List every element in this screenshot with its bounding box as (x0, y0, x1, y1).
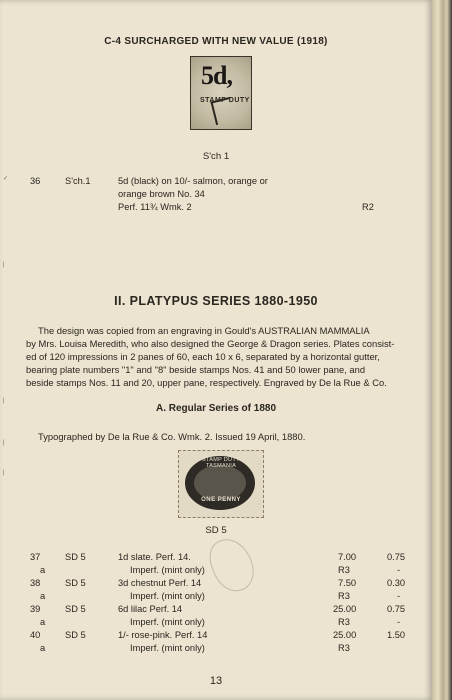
paragraph-line-5: beside stamps Nos. 11 and 20, upper pane, respectively. Engraved by De la Rue & Co. (26, 377, 387, 388)
row-description: 1/- rose-pink. Perf. 14 (118, 630, 208, 640)
listing-code: S'ch.1 (65, 176, 91, 186)
row-number: 40 (30, 630, 41, 640)
section-title: II. PLATYPUS SERIES 1880-1950 (114, 294, 318, 308)
row-description: Imperf. (mint only) (130, 617, 205, 627)
row-number: a (40, 591, 46, 601)
row-number: 37 (30, 552, 41, 562)
row-mint-price: 25.00 (333, 604, 357, 614)
stamp-surcharge-value: 5d, (201, 61, 232, 90)
margin-mark: | (3, 440, 5, 446)
paragraph-line-2: by Mrs. Louisa Meredith, who also designed the George & Dragon series. Plates consist- (26, 338, 395, 349)
margin-mark: ✓ (3, 176, 9, 182)
pencil-mark (204, 533, 260, 597)
row-number: a (40, 617, 46, 627)
row-used-price: 0.30 (387, 578, 406, 588)
margin-mark: | (3, 398, 5, 404)
paragraph-line-3: ed of 120 impressions in 2 panes of 60, each 10 x 6, separated by a horizontal gutter, (26, 351, 380, 362)
row-mint-price: 7.00 (338, 552, 357, 562)
margin-mark: | (3, 470, 5, 476)
typography-note: Typographed by De la Rue & Co. Wmk. 2. Issued 19 April, 1880. (38, 431, 306, 442)
row-number: a (40, 643, 46, 653)
row-mint-price: 7.50 (338, 578, 357, 588)
page-heading: C-4 SURCHARGED WITH NEW VALUE (1918) (104, 36, 328, 47)
row-description: Imperf. (mint only) (130, 565, 205, 575)
page-edge (432, 0, 452, 700)
stamp2-caption: SD 5 (205, 525, 227, 536)
stamp-top-inscription: STAMP DUTY TASMANIA (202, 457, 240, 469)
row-used-price: - (397, 617, 401, 627)
row-number: 38 (30, 578, 41, 588)
row-code: SD 5 (65, 630, 86, 640)
row-number: 39 (30, 604, 41, 614)
row-number: a (40, 565, 46, 575)
row-code: SD 5 (65, 578, 86, 588)
row-used-price: - (397, 591, 401, 601)
listing-number: 36 (30, 176, 41, 186)
listing-desc-line-3: Perf. 11¾ Wmk. 2 (118, 202, 192, 212)
row-mint-price: 25.00 (333, 630, 357, 640)
paragraph-line-4: bearing plate numbers "1" and "8" beside stamps Nos. 41 and 50 lower pane, and (26, 364, 366, 375)
paragraph-line-1: The design was copied from an engraving in Gould's AUSTRALIAN MAMMALIA (38, 325, 370, 336)
row-description: Imperf. (mint only) (130, 643, 205, 653)
row-description: Imperf. (mint only) (130, 591, 205, 601)
row-code: SD 5 (65, 604, 86, 614)
margin-mark: | (3, 262, 5, 268)
row-used-price: - (397, 565, 401, 575)
row-description: 6d lilac Perf. 14 (118, 604, 183, 614)
row-description: 3d chestnut Perf. 14 (118, 578, 202, 588)
row-mint-price: R3 (338, 617, 350, 627)
row-mint-price: R3 (338, 565, 350, 575)
row-used-price: 0.75 (387, 604, 406, 614)
row-mint-price: R3 (338, 643, 350, 653)
platypus-vignette (194, 465, 246, 501)
subsection-title: A. Regular Series of 1880 (155, 403, 277, 414)
row-mint-price: R3 (338, 591, 350, 601)
listing-desc-line-1: 5d (black) on 10/- salmon, orange or (118, 176, 268, 186)
stamp-overprint-text: STAMP DUTY (200, 97, 250, 104)
listing-price: R2 (362, 202, 374, 212)
row-used-price: 0.75 (387, 552, 406, 562)
stamp-value-inscription: ONE PENNY (201, 497, 241, 503)
surcharged-stamp-image (190, 56, 252, 130)
row-used-price: 1.50 (387, 630, 406, 640)
stamp1-caption: S'ch 1 (202, 151, 230, 162)
listing-desc-line-2: orange brown No. 34 (118, 189, 205, 199)
row-code: SD 5 (65, 552, 86, 562)
page-number: 13 (209, 675, 223, 687)
row-description: 1d slate. Perf. 14. (118, 552, 191, 562)
platypus-stamp-image (178, 450, 264, 518)
